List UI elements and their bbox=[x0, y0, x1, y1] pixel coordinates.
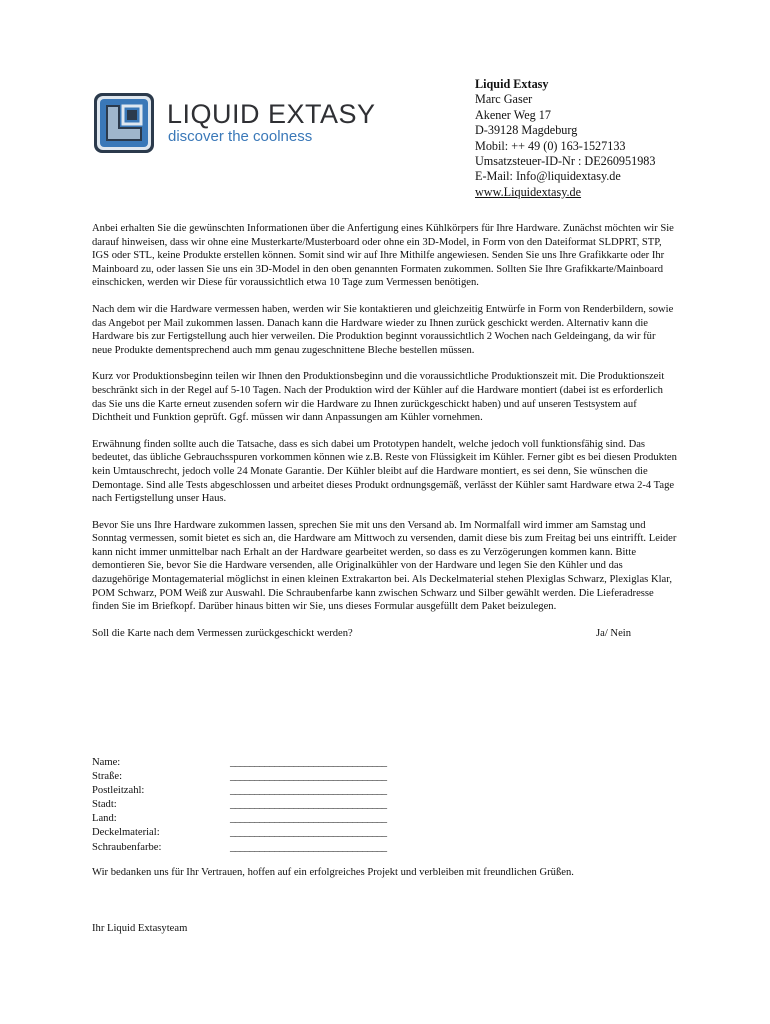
paragraph-3: Kurz vor Produktionsbeginn teilen wir Ihnen den Produktionsbeginn und die voraussichtliche Produktionszeit mit. Die Produktionszeit beschränkt sich in der Regel auf 5-10 Tagen. Nach der Produktion wird der Kühler auf die Hardware montiert (dabei ist es erforderlich das Sie uns die Karte erneut zusenden sofern wir die Hardware zu Ihnen zurückgeschickt haben) und auf unseren Testsystem auf Dichtheit und Funktion geprüft. Ggf. müssen wir dann Anpassungen am Kühler vornehmen. bbox=[92, 371, 665, 424]
form-blank-line[interactable]: ________________________________ bbox=[230, 771, 387, 783]
form-label: Stadt: bbox=[92, 799, 117, 811]
city: D-39128 Magdeburg bbox=[475, 123, 578, 138]
form-blank-line[interactable]: ________________________________ bbox=[230, 757, 387, 768]
website-link[interactable]: www.Liquidextasy.de bbox=[475, 184, 582, 199]
liquid-extasy-logo-icon bbox=[93, 92, 155, 154]
form-blank-line[interactable]: ________________________________ bbox=[230, 785, 387, 797]
letter-body bbox=[92, 222, 678, 641]
contact-name: Marc Gaser bbox=[475, 92, 533, 107]
form-row-lid-material bbox=[92, 826, 492, 840]
form-label: Schraubenfarbe: bbox=[92, 841, 162, 853]
closing-text: Wir bedanken uns für Ihr Vertrauen, hoffen auf ein erfolgreiches Projekt und verbleiben mit freundlichen Grüßen. bbox=[92, 867, 574, 878]
form-label: Deckelmaterial: bbox=[92, 827, 160, 839]
order-form bbox=[92, 756, 492, 855]
signature: Ihr Liquid Extasyteam bbox=[92, 923, 188, 934]
form-row-street bbox=[92, 770, 492, 784]
form-row-city bbox=[92, 798, 492, 812]
form-blank-line[interactable]: ________________________________ bbox=[230, 813, 387, 825]
form-blank-line[interactable]: ________________________________ bbox=[230, 827, 387, 839]
form-row-screw-color bbox=[92, 841, 492, 855]
paragraph-2: Nach dem wir die Hardware vermessen haben, werden wir Sie kontaktieren und gleichzeitig Entwürfe in Form von Renderbildern, sowie das Angebot per Mail zukommen lassen. Danach kann die Hardware wieder zu Ihnen zurück geschickt werden. Alternativ kann die Hardware bis zur Fertigstellung auch hier verweilen. Die Produktion beginnt voraussichtlich 2 Wochen nach Geldeingang, da wir für neue Produkte dementsprechend auch mm genau zugeschnittene Bleche bestellen müssen. bbox=[92, 303, 674, 356]
form-label: Straße: bbox=[92, 771, 123, 783]
logo-tagline: discover the coolness bbox=[168, 128, 313, 145]
form-label: Land: bbox=[92, 813, 117, 825]
street: Akener Weg 17 bbox=[475, 107, 551, 122]
form-label: Postleitzahl: bbox=[92, 785, 145, 797]
mobile-number: Mobil: ++ 49 (0) 163-1527133 bbox=[475, 138, 626, 153]
return-question bbox=[92, 627, 678, 641]
form-row-postal-code bbox=[92, 784, 492, 798]
form-row-country bbox=[92, 812, 492, 826]
return-question-answer[interactable]: Ja/ Nein bbox=[596, 627, 632, 639]
paragraph-4: Erwähnung finden sollte auch die Tatsache, dass es sich dabei um Prototypen handelt, welche jedoch voll funktionsfähig sind. Das bedeutet, das übliche Gebrauchsspuren vorkommen können wie z.B. Reste von Flüssigkeit im Kühler. Ferner gibt es bei diesen Produkten kein Umtauschrecht, jedoch volle 24 Monate Garantie. Der Kühler bleibt auf die Hardware montiert, es sei denn, Sie wünschen die Demontage. Sind alle Tests abgeschlossen und arbeitet dieses Produkt ordnungsgemäß, verlässt der Kühler samt Hardware etwa 2-4 Tage nach Fertigstellung unser Haus. bbox=[92, 438, 677, 505]
sender-address bbox=[475, 77, 735, 200]
vat-id: Umsatzsteuer-ID-Nr : DE260951983 bbox=[475, 154, 656, 169]
company-logo bbox=[93, 92, 378, 154]
email-address: E-Mail: Info@liquidextasy.de bbox=[475, 169, 621, 184]
form-row-name bbox=[92, 756, 492, 770]
return-question-text: Soll die Karte nach dem Vermessen zurückgeschickt werden? bbox=[92, 627, 353, 639]
paragraph-1: Anbei erhalten Sie die gewünschten Informationen über die Anfertigung eines Kühlkörpers für Ihre Hardware. Zunächst möchten wir Sie darauf hinweisen, dass wir ohne eine Musterkarte/Musterboard oder ohne ein 3D-Model, in Form von den Dateiformat SLDPRT, STP, IGS oder STL, keine Produkte erstellen können. Somit sind wir auf Ihre Mithilfe angewiesen. Senden Sie uns Ihre Grafikkarte oder Ihr Mainboard zu, oder lassen Sie uns ein 3D-Model in den oben genannten Formaten zukommen. Sollten Sie Ihre Grafikkarte/Mainboard einschicken, werden wir Diese für voraussichtlich etwa 10 Tage zum Vermessen benötigen. bbox=[92, 223, 674, 289]
company-name: Liquid Extasy bbox=[475, 77, 549, 91]
paragraph-5: Bevor Sie uns Ihre Hardware zukommen lassen, sprechen Sie mit uns den Versand ab. Im Normalfall wird immer am Samstag und Sonntag vermessen, somit bietet es sich an, die Hardware am Mittwoch zu versenden, damit diese bis zum Freitag bei uns eintrifft. Leider kann nicht immer unmittelbar nach Erhalt an der Hardware gearbeitet werden, so dass es zu Verzögerungen kommen kann. Bitte demontieren Sie, bevor Sie die Hardware versenden, alle Originalkühler von der Hardware und legen Sie den Kühler und das dazugehörige Montagematerial möglichst in einen kleinen Extrakarton bei. Als Deckelmaterial stehen Plexiglas Schwarz, Plexiglas Klar, POM Schwarz, POM Weiß zur Auswahl. Die Schraubenfarbe kann zwischen Schwarz und Silber gewählt werden. Die Lieferadresse finden Sie im Briefkopf. Darüber hinaus bitten wir Sie, uns dieses Formular ausgefüllt dem Paket beizulegen. bbox=[92, 519, 677, 613]
form-label: Name: bbox=[92, 757, 121, 768]
form-blank-line[interactable]: ________________________________ bbox=[230, 799, 387, 811]
form-blank-line[interactable]: ________________________________ bbox=[230, 841, 387, 853]
logo-title: LIQUID EXTASY bbox=[167, 99, 376, 129]
